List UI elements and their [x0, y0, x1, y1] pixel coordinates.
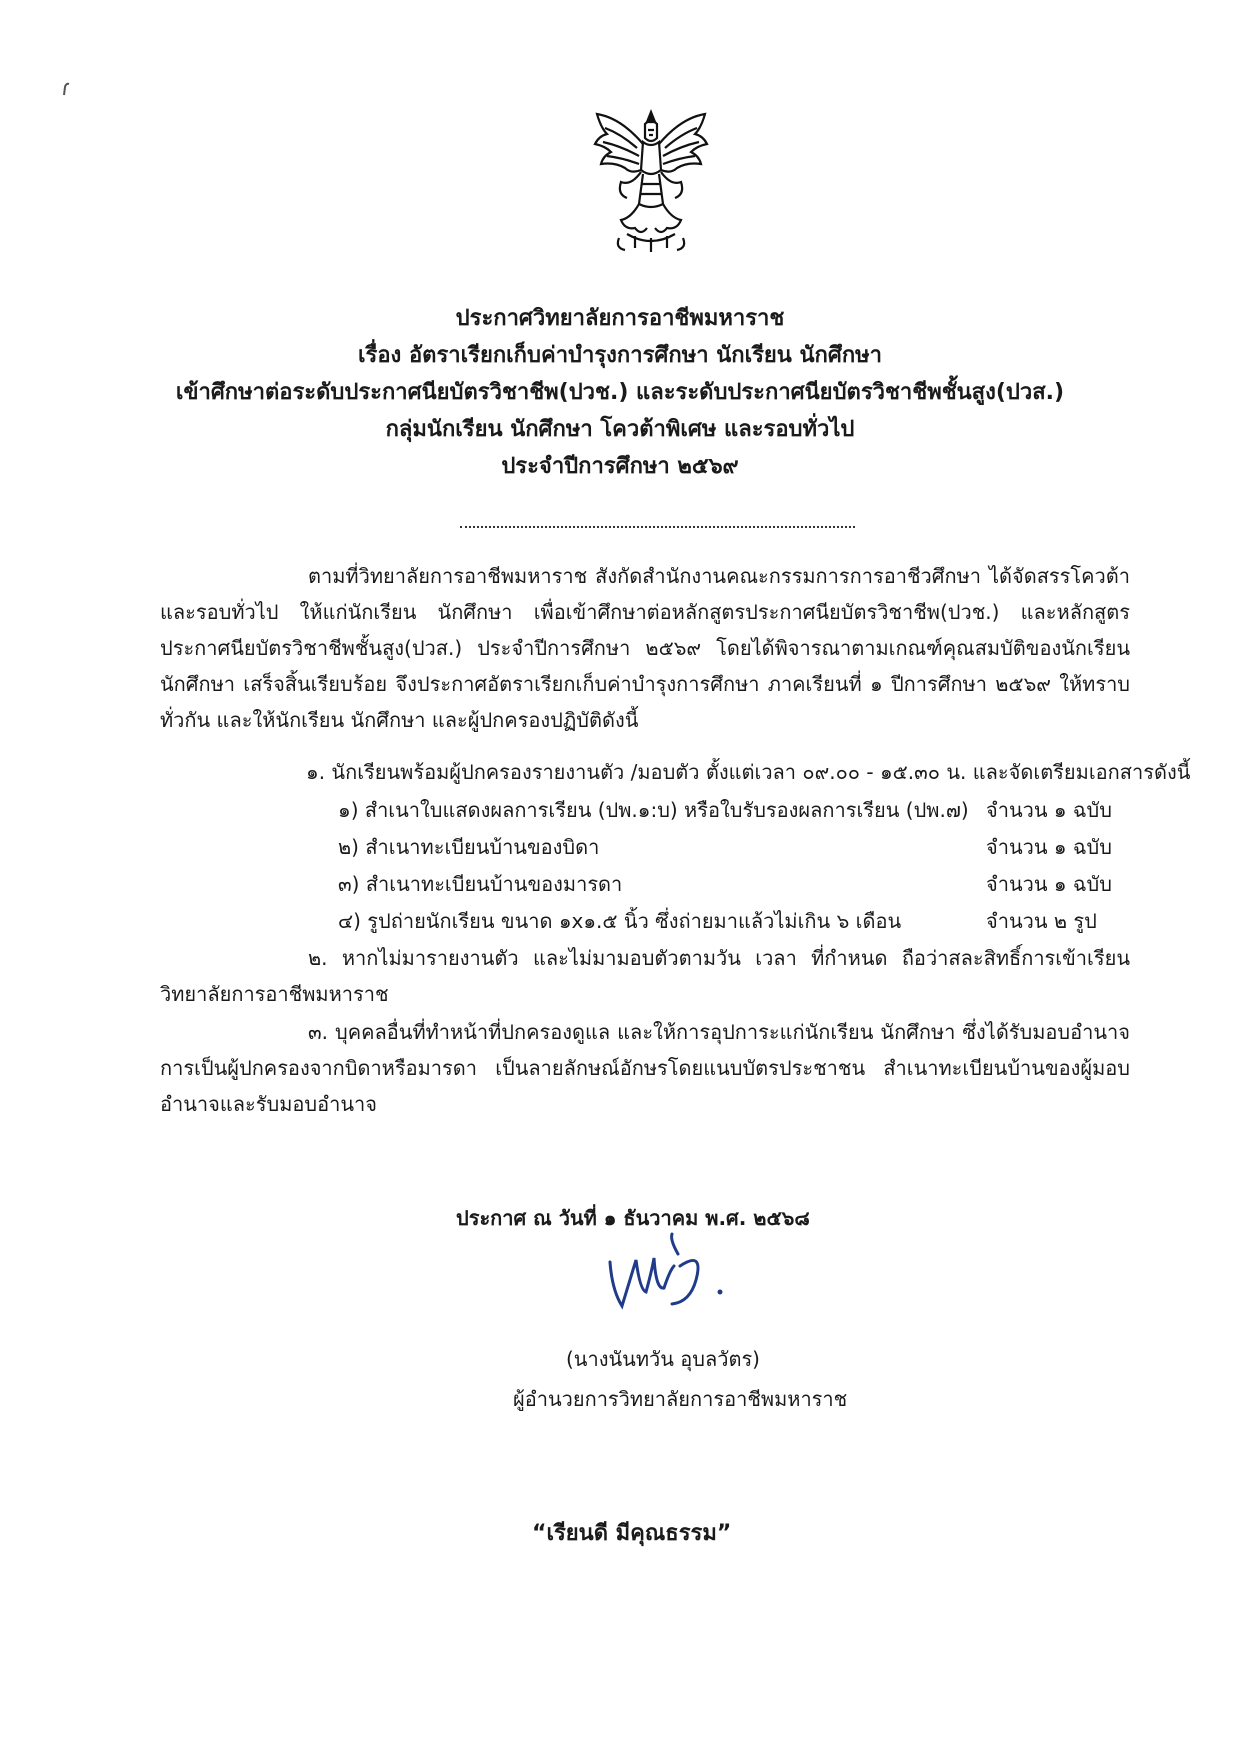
header-divider — [460, 526, 855, 528]
item-2-paragraph — [160, 940, 1130, 1012]
document-quantity: จำนวน ๑ ฉบับ — [986, 798, 1112, 822]
signer-title: ผู้อำนวยการวิทยาลัยการอาชีพมหาราช — [513, 1387, 848, 1411]
document-quantity: จำนวน ๑ ฉบับ — [986, 872, 1112, 896]
academic-year: ประจำปีการศึกษา ๒๕๖๙ — [501, 454, 739, 479]
document-quantity: จำนวน ๒ รูป — [986, 909, 1097, 933]
announcement-subject-line-2: เข้าศึกษาต่อระดับประกาศนียบัตรวิชาชีพ(ปวช.) และระดับประกาศนียบัตรวิชาชีพชั้นสูง(ปวส.) — [175, 380, 1065, 405]
college-motto: “เรียนดี มีคุณธรรม” — [532, 1521, 732, 1546]
document-item: ๑) สำเนาใบแสดงผลการเรียน (ปพ.๑:บ) หรือใบรับรองผลการเรียน (ปพ.๗) — [338, 798, 969, 822]
announcement-subject-line-3: กลุ่มนักเรียน นักศึกษา โควต้าพิเศษ และรอบทั่วไป — [385, 417, 855, 442]
item-1: ๑. นักเรียนพร้อมผู้ปกครองรายงานตัว /มอบตัว ตั้งแต่เวลา ๐๙.๐๐ - ๑๕.๓๐ น. และจัดเตรียมเอกสารดังนี้ — [306, 760, 1191, 784]
intro-paragraph — [160, 558, 1130, 738]
document-item: ๒) สำเนาทะเบียนบ้านของบิดา — [338, 835, 600, 859]
signature-image — [600, 1230, 735, 1315]
announcement-subject: เรื่อง อัตราเรียกเก็บค่าบำรุงการศึกษา นักเรียน นักศึกษา — [358, 343, 882, 368]
garuda-emblem-icon — [590, 108, 712, 256]
announcement-title: ประกาศวิทยาลัยการอาชีพมหาราช — [455, 306, 785, 331]
item-3-paragraph — [160, 1014, 1130, 1122]
intro-text: ตามที่วิทยาลัยการอาชีพมหาราช สังกัดสำนักงานคณะกรรมการการอาชีวศึกษา ได้จัดสรรโควต้าและรอบทั่วไป ให้แก่นักเรียน นักศึกษา เพื่อเข้าศึกษาต่อหลักสูตรประกาศนียบัตรวิชาชีพ(ปวช.) และหลักสูตรประกาศนียบัตรวิชาชีพชั้นสูง(ปวส.) ประจำปีการศึกษา ๒๕๖๙ โดยได้พิจารณาตามเกณฑ์คุณสมบัติของนักเรียนนักศึกษา เสร็จสิ้นเรียบร้อย จึงประกาศอัตราเรียกเก็บค่าบำรุงการศึกษา ภาคเรียนที่ ๑ ปีการศึกษา ๒๕๖๙ ให้ทราบทั่วกัน และให้นักเรียน นักศึกษา และผู้ปกครองปฏิบัติดังนี้ — [160, 564, 1130, 732]
document-item: ๔) รูปถ่ายนักเรียน ขนาด ๑x๑.๕ นิ้ว ซึ่งถ่ายมาแล้วไม่เกิน ๖ เดือน — [338, 909, 902, 933]
document-quantity: จำนวน ๑ ฉบับ — [986, 835, 1112, 859]
scan-mark — [62, 82, 70, 96]
announcement-header — [100, 300, 1140, 485]
signer-name: (นางนันทวัน อุบลวัตร) — [566, 1347, 760, 1371]
item-3: ๓. บุคคลอื่นที่ทำหน้าที่ปกครองดูแล และให้การอุปการะแก่นักเรียน นักศึกษา ซึ่งได้รับมอบอำนาจการเป็นผู้ปกครองจากบิดาหรือมารดา เป็นลายลักษณ์อักษรโดยแนบบัตรประชาชน สำเนาทะเบียนบ้านของผู้มอบอำนาจและรับมอบอำนาจ — [160, 1020, 1130, 1116]
announcement-date: ประกาศ ณ วันที่ ๑ ธันวาคม พ.ศ. ๒๕๖๘ — [456, 1206, 810, 1230]
item-2: ๒. หากไม่มารายงานตัว และไม่มามอบตัวตามวัน เวลา ที่กำหนด ถือว่าสละสิทธิ์การเข้าเรียนวิทยาลัยการอาชีพมหาราช — [160, 946, 1130, 1006]
document-item: ๓) สำเนาทะเบียนบ้านของมารดา — [338, 872, 623, 896]
